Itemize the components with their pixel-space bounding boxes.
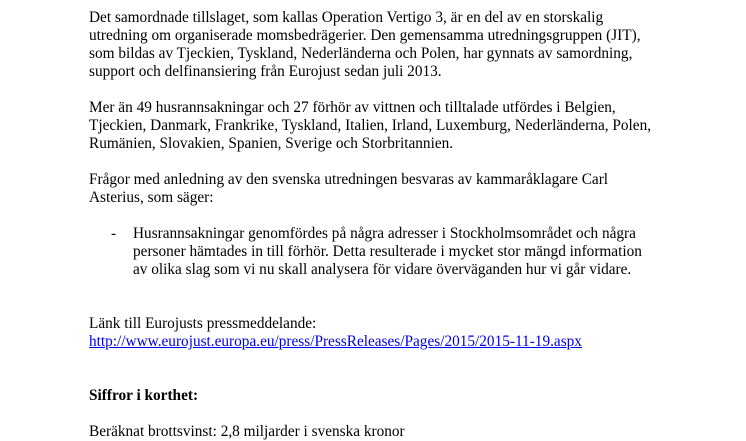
paragraph-questions: Frågor med anledning av den svenska utredningen besvaras av kammaråklagare Carl Asterius, som säger: bbox=[89, 171, 609, 206]
bullet-text: Husrannsakningar genomfördes på några adresser i Stockholmsområdet och några personer hämtades in till förhör. Detta resulterade i mycket stor mängd information av olika slag som vi nu skall analysera för vidare överväganden hur vi går vidare. bbox=[133, 225, 642, 278]
paragraph-searches: Mer än 49 husrannsakningar och 27 förhör av vittnen och tilltalade utfördes i Belgien, Tjeckien, Danmark, Frankrike, Tyskland, Italien, Irland, Luxemburg, Nederländerna, Polen, Rumänien, Slovakien, Spanien, Sverige och Storbritannien. bbox=[89, 99, 652, 152]
link-label: Länk till Eurojusts pressmeddelande: bbox=[89, 315, 317, 332]
bullet-item bbox=[89, 225, 689, 279]
stat-line: Beräknat brottsvinst: 2,8 miljarder i svenska kronor bbox=[89, 423, 405, 440]
document-body bbox=[89, 9, 689, 441]
section-heading: Siffror i korthet: bbox=[89, 387, 199, 404]
bullet-dash: - bbox=[111, 225, 117, 242]
eurojust-press-release-link[interactable]: http://www.eurojust.europa.eu/press/PressReleases/Pages/2015/2015-11-19.aspx bbox=[89, 333, 582, 350]
paragraph-operation-vertigo: Det samordnade tillslaget, som kallas Operation Vertigo 3, är en del av en storskalig utredning om organiserade momsbedrägerier. Den gemensamma utredningsgruppen (JIT), som bildas av Tjeckien, Tyskland, Nederländerna och Polen, har gynnats av samordning, support och delfinansiering från Eurojust sedan juli 2013. bbox=[89, 9, 641, 80]
